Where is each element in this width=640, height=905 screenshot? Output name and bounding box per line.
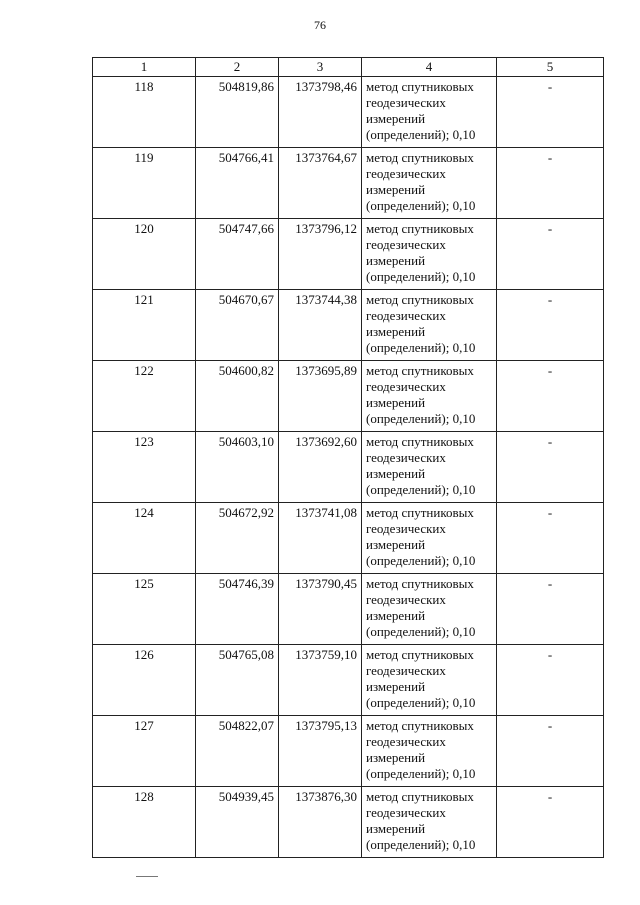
column-header-4: 4: [362, 58, 497, 77]
x-coordinate-cell: 504747,66: [196, 219, 279, 290]
y-coordinate-cell: 1373744,38: [279, 290, 362, 361]
y-coordinate-cell: 1373764,67: [279, 148, 362, 219]
method-cell: метод спутниковых геодезических измерений (определений); 0,10: [362, 77, 497, 148]
point-number-cell: 122: [93, 361, 196, 432]
table-row: [93, 645, 604, 716]
y-coordinate-cell: 1373741,08: [279, 503, 362, 574]
method-cell: метод спутниковых геодезических измерений (определений); 0,10: [362, 503, 497, 574]
note-cell: -: [497, 290, 604, 361]
x-coordinate-cell: 504939,45: [196, 787, 279, 858]
footer-mark: [136, 876, 158, 877]
point-number-cell: 128: [93, 787, 196, 858]
y-coordinate-cell: 1373876,30: [279, 787, 362, 858]
method-cell: метод спутниковых геодезических измерений (определений); 0,10: [362, 787, 497, 858]
table-row: [93, 716, 604, 787]
column-header-1: 1: [93, 58, 196, 77]
note-cell: -: [497, 77, 604, 148]
method-cell: метод спутниковых геодезических измерений (определений); 0,10: [362, 645, 497, 716]
coordinates-table: [92, 57, 604, 858]
note-cell: -: [497, 716, 604, 787]
x-coordinate-cell: 504819,86: [196, 77, 279, 148]
x-coordinate-cell: 504670,67: [196, 290, 279, 361]
note-cell: -: [497, 432, 604, 503]
point-number-cell: 127: [93, 716, 196, 787]
column-header-2: 2: [196, 58, 279, 77]
x-coordinate-cell: 504672,92: [196, 503, 279, 574]
x-coordinate-cell: 504746,39: [196, 574, 279, 645]
table-row: [93, 148, 604, 219]
y-coordinate-cell: 1373796,12: [279, 219, 362, 290]
note-cell: -: [497, 574, 604, 645]
note-cell: -: [497, 503, 604, 574]
table-row: [93, 77, 604, 148]
note-cell: -: [497, 645, 604, 716]
y-coordinate-cell: 1373795,13: [279, 716, 362, 787]
note-cell: -: [497, 787, 604, 858]
note-cell: -: [497, 219, 604, 290]
y-coordinate-cell: 1373790,45: [279, 574, 362, 645]
method-cell: метод спутниковых геодезических измерений (определений); 0,10: [362, 432, 497, 503]
point-number-cell: 121: [93, 290, 196, 361]
x-coordinate-cell: 504765,08: [196, 645, 279, 716]
table-body: [93, 77, 604, 858]
point-number-cell: 125: [93, 574, 196, 645]
method-cell: метод спутниковых геодезических измерений (определений); 0,10: [362, 290, 497, 361]
x-coordinate-cell: 504603,10: [196, 432, 279, 503]
point-number-cell: 124: [93, 503, 196, 574]
point-number-cell: 126: [93, 645, 196, 716]
point-number-cell: 120: [93, 219, 196, 290]
point-number-cell: 123: [93, 432, 196, 503]
note-cell: -: [497, 148, 604, 219]
table-row: [93, 787, 604, 858]
table-row: [93, 290, 604, 361]
point-number-cell: 119: [93, 148, 196, 219]
x-coordinate-cell: 504600,82: [196, 361, 279, 432]
y-coordinate-cell: 1373798,46: [279, 77, 362, 148]
table-row: [93, 574, 604, 645]
table-row: [93, 219, 604, 290]
table-row: [93, 361, 604, 432]
point-number-cell: 118: [93, 77, 196, 148]
method-cell: метод спутниковых геодезических измерений (определений); 0,10: [362, 716, 497, 787]
method-cell: метод спутниковых геодезических измерений (определений); 0,10: [362, 148, 497, 219]
method-cell: метод спутниковых геодезических измерений (определений); 0,10: [362, 361, 497, 432]
table-header-row: [93, 58, 604, 77]
column-header-5: 5: [497, 58, 604, 77]
x-coordinate-cell: 504822,07: [196, 716, 279, 787]
y-coordinate-cell: 1373759,10: [279, 645, 362, 716]
table-row: [93, 503, 604, 574]
y-coordinate-cell: 1373692,60: [279, 432, 362, 503]
page-number: 76: [314, 18, 326, 32]
note-cell: -: [497, 361, 604, 432]
y-coordinate-cell: 1373695,89: [279, 361, 362, 432]
table-row: [93, 432, 604, 503]
x-coordinate-cell: 504766,41: [196, 148, 279, 219]
column-header-3: 3: [279, 58, 362, 77]
method-cell: метод спутниковых геодезических измерений (определений); 0,10: [362, 574, 497, 645]
method-cell: метод спутниковых геодезических измерений (определений); 0,10: [362, 219, 497, 290]
